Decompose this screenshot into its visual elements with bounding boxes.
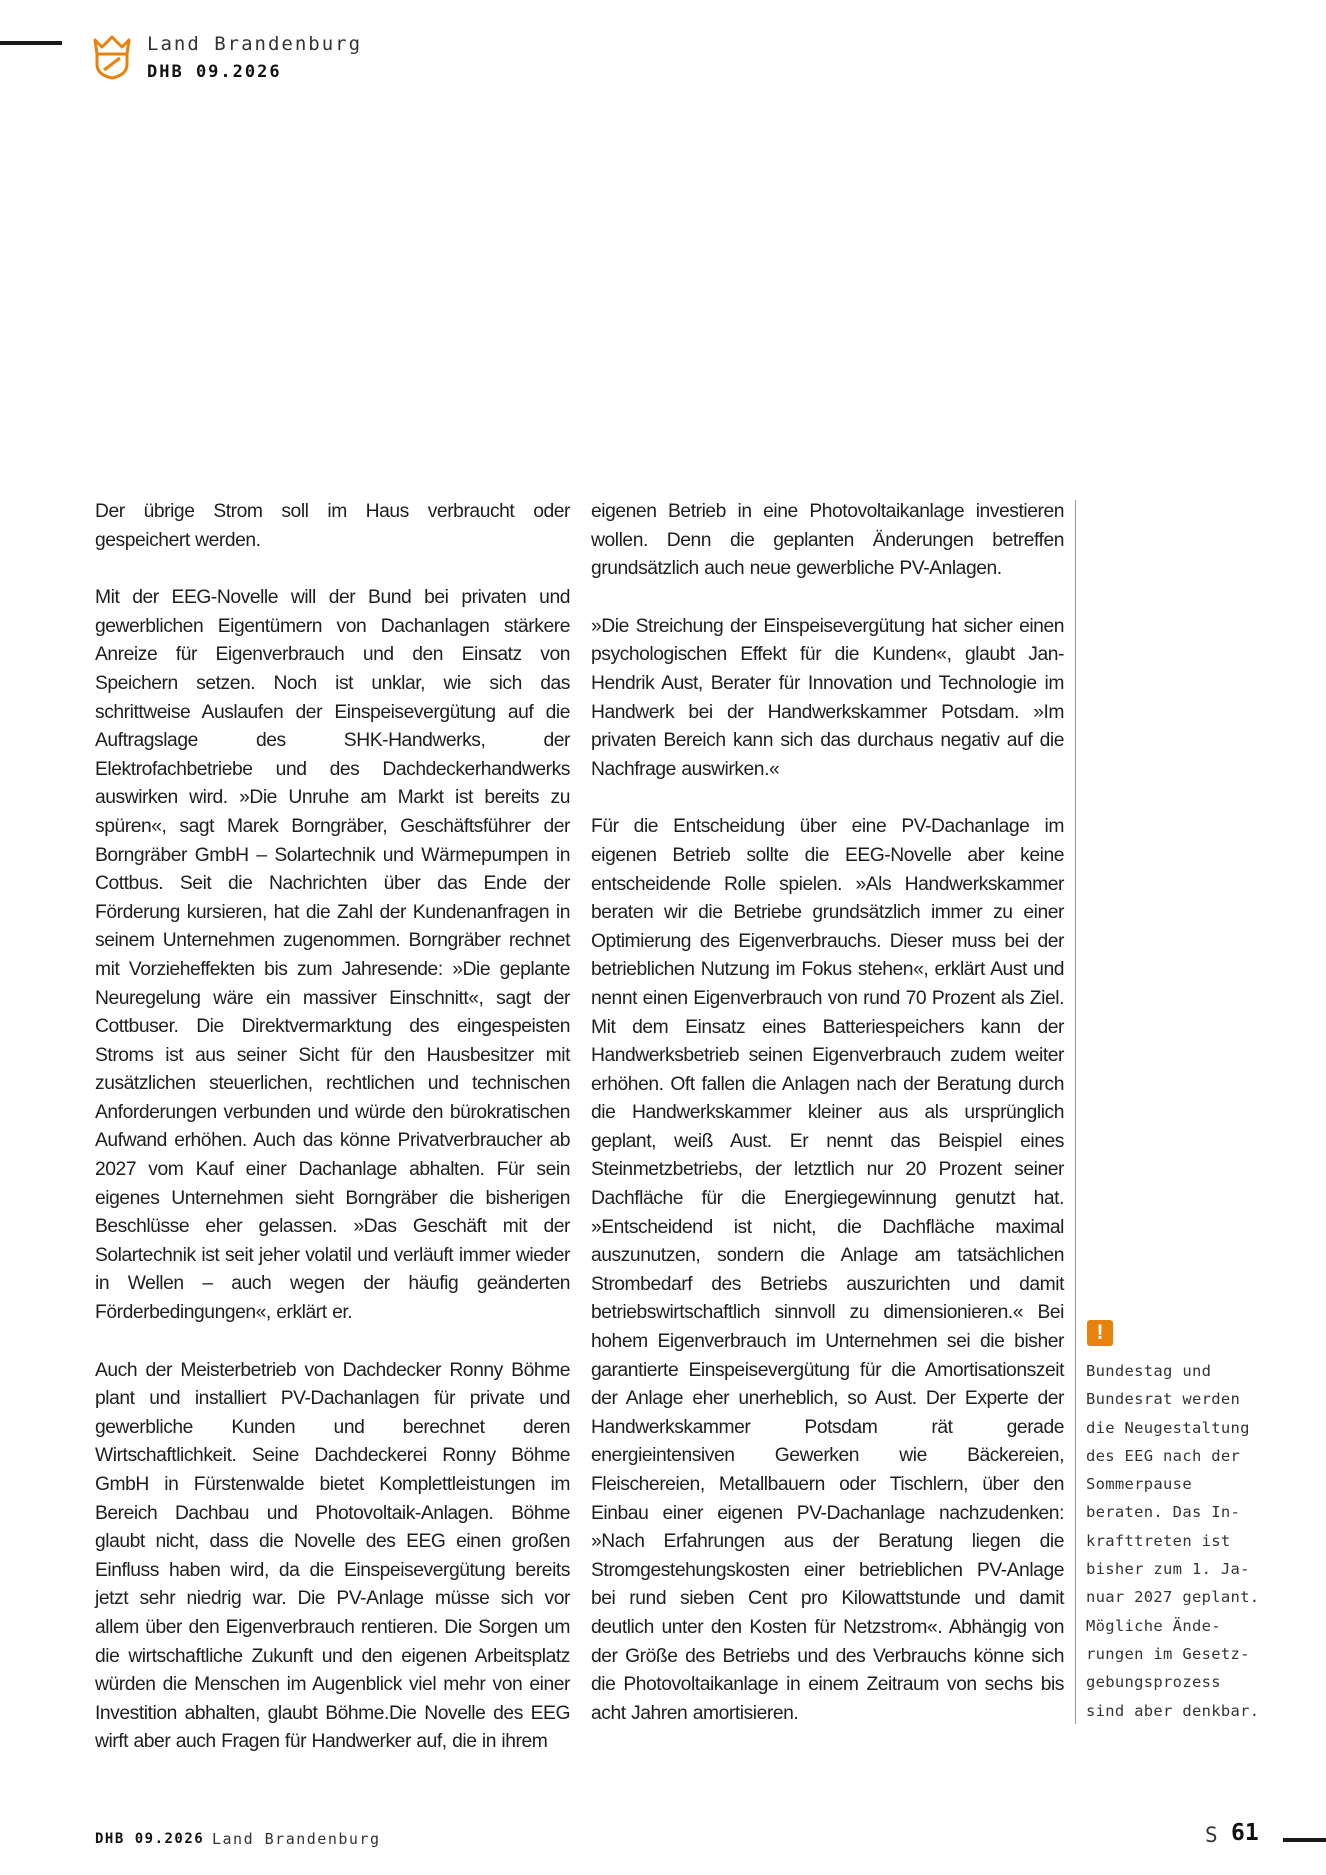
paragraph: Für die Entscheidung über eine PV-Dachanlage im eigenen Betrieb sollte die EEG-Novelle aber keine entscheidende Rolle spielen. »Als Handwerkskammer beraten wir die Betriebe grundsätzlich immer zu einer Optimierung des Eigenverbrauchs. Dieser muss bei der betrieblichen Nutzung im Fokus stehen«, erklärt Aust und nennt einen Eigenverbrauch von rund 70 Prozent als Ziel. Mit dem Einsatz eines Batteriespeichers kann der Handwerksbetrieb seinen Eigenverbrauch zudem weiter erhöhen. Oft fallen die Anlagen nach der Beratung durch die Handwerkskammer kleiner aus als ursprünglich geplant, weiß Aust. Er nennt das Beispiel eines Steinmetzbetriebs, der letztlich nur 20 Prozent seiner Dachfläche für die Energiegewinnung genutzt hat. »Entscheidend ist nicht, die Dachfläche maximal auszunutzen, sondern die Anlage am tatsächlichen Strombedarf des Betriebs auszurichten und damit betriebswirtschaftlich sinnvoll zu dimensionieren.« Bei hohem Eigenverbrauch im Unternehmen sei die bisher garantierte Einspeisevergütung für die Amortisationszeit der Anlage eher unerheblich, so Aust. Der Experte der Handwerkskammer Potsdam rät gerade energieintensiven Gewerken wie Bäckereien, Fleischereien, Metallbauern oder Tischlern, über den Einbau einer eigenen PV-Dachanlage nachzudenken: »Nach Erfahrungen aus der Beratung liegen die Stromgestehungskosten einer betrieblichen PV-Anlage bei rund sieben Cent pro Kilowattstunde und damit deutlich unter den Kosten für Netzstrom«. Abhängig von der Größe des Betriebs und des Verbrauchs könne sich die Photovoltaikanlage in einem Zeitraum von sechs bis acht Jahren amortisieren.	[591, 816, 1064, 1724]
sidebar-note-line: bisher zum 1. Ja-	[1086, 1560, 1250, 1579]
sidebar-note-line: rungen im Gesetz-	[1086, 1644, 1250, 1663]
footer-region: Land Brandenburg	[212, 1830, 381, 1848]
sidebar-note-line: des EEG nach der	[1086, 1446, 1241, 1465]
footer-rule	[1283, 1838, 1326, 1842]
footer-issue: DHB 09.2026	[95, 1831, 205, 1847]
header-issue: DHB 09.2026	[147, 62, 282, 82]
page-number: 61	[1231, 1820, 1259, 1846]
sidebar-note-line: Bundesrat werden	[1086, 1390, 1241, 1409]
column-divider	[1075, 500, 1076, 1724]
page-prefix: S	[1205, 1823, 1218, 1847]
sidebar-note-line: gebungsprozess	[1086, 1673, 1221, 1692]
paragraph: eigenen Betrieb in eine Photovoltaikanlage investieren wollen. Denn die geplanten Änderungen betreffen grundsätzlich auch neue gewerbliche PV-Anlagen.	[591, 501, 1064, 580]
sidebar-note	[1086, 1357, 1286, 1725]
sidebar-note-line: sind aber denkbar.	[1086, 1701, 1260, 1720]
sidebar-note-line: beraten. Das In-	[1086, 1503, 1241, 1522]
header-region: Land Brandenburg	[147, 33, 363, 55]
sidebar-note-line: Bundestag und	[1086, 1362, 1212, 1380]
paragraph: Auch der Meisterbetrieb von Dachdecker Ronny Böhme plant und installiert PV-Dachanlagen für private und gewerbliche Kunden und berechnet deren Wirtschaftlichkeit. Seine Dachdeckerei Ronny Böhme GmbH in Fürstenwalde bietet Komplettleistungen im Bereich Dachbau und Photovoltaik-Anlagen. Böhme glaubt nicht, dass die Novelle des EEG einen großen Einfluss haben wird, da die Einspeisevergütung bereits jetzt sehr niedrig war. Die PV-Anlage müsse sich vor allem über den Eigenverbrauch rentieren. Die Sorgen um die wirtschaftliche Zukunft und den eigenen Arbeitsplatz würden die Menschen im Augenblick viel mehr von einer Investition abhalten, glaubt Böhme.Die Novelle des EEG wirft aber auch Fragen für Handwerker auf, die in ihrem	[95, 1359, 570, 1753]
exclamation-icon: !	[1087, 1320, 1113, 1346]
brandenburg-crown-shield-icon	[91, 34, 133, 80]
paragraph: Mit der EEG-Novelle will der Bund bei privaten und gewerblichen Eigentümern von Dachanlagen stärkere Anreize für Eigenverbrauch und den Einsatz von Speichern setzen. Noch ist unklar, wie sich das schrittweise Auslaufen der Einspeisevergütung auf die Auftragslage des SHK-Handwerks, der Elektrofachbetriebe und des Dachdeckerhandwerks auswirken wird. »Die Unruhe am Markt ist bereits zu spüren«, sagt Marek Borngräber, Geschäftsführer der Borngräber GmbH – Solartechnik und Wärmepumpen in Cottbus. Seit die Nachrichten über das Ende der Förderung kursieren, hat die Zahl der Kundenanfragen in seinem Unternehmen zugenommen. Borngräber rechnet mit Vorzieheffekten bis zum Jahresende: »Die geplante Neuregelung wäre ein massiver Einschnitt«, sagt der Cottbuser. Die Direktvermarktung des eingespeisten Stroms ist aus seiner Sicht für den Hausbesitzer mit zusätzlichen steuerlichen, rechtlichen und technischen Anforderungen verbunden und würde den bürokratischen Aufwand erhöhen. Auch das könne Privatverbraucher ab 2027 vom Kauf einer Dachanlage abhalten. Für sein eigenes Unternehmen sieht Borngräber die bisherigen Beschlüsse eher gelassen. »Das Geschäft mit der Solartechnik ist seit jeher volatil und verläuft immer wieder in Wellen – auch wegen der häufig geänderten Förderbedingungen«, erklärt er.	[95, 587, 570, 1324]
sidebar-note-line: nuar 2027 geplant.	[1086, 1588, 1260, 1607]
sidebar-note-line: Sommerpause	[1086, 1475, 1192, 1494]
paragraph: »Die Streichung der Einspeisevergütung hat sicher einen psychologischen Effekt für die Kunden«, glaubt Jan-Hendrik Aust, Berater für Innovation und Technologie im Handwerk bei der Handwerkskammer Potsdam. »Im privaten Bereich kann sich das durchaus negativ auf die Nachfrage auswirken.«	[591, 615, 1064, 780]
sidebar-note-line: Mögliche Ände-	[1086, 1616, 1221, 1635]
sidebar-note-line: krafttreten ist	[1086, 1531, 1231, 1550]
header-rule	[0, 41, 62, 45]
article-column-right	[591, 498, 1064, 1757]
sidebar-note-line: die Neugestaltung	[1086, 1418, 1250, 1437]
paragraph: Der übrige Strom soll im Haus verbraucht oder gespeichert werden.	[95, 501, 570, 551]
article-column-left	[95, 498, 570, 1786]
